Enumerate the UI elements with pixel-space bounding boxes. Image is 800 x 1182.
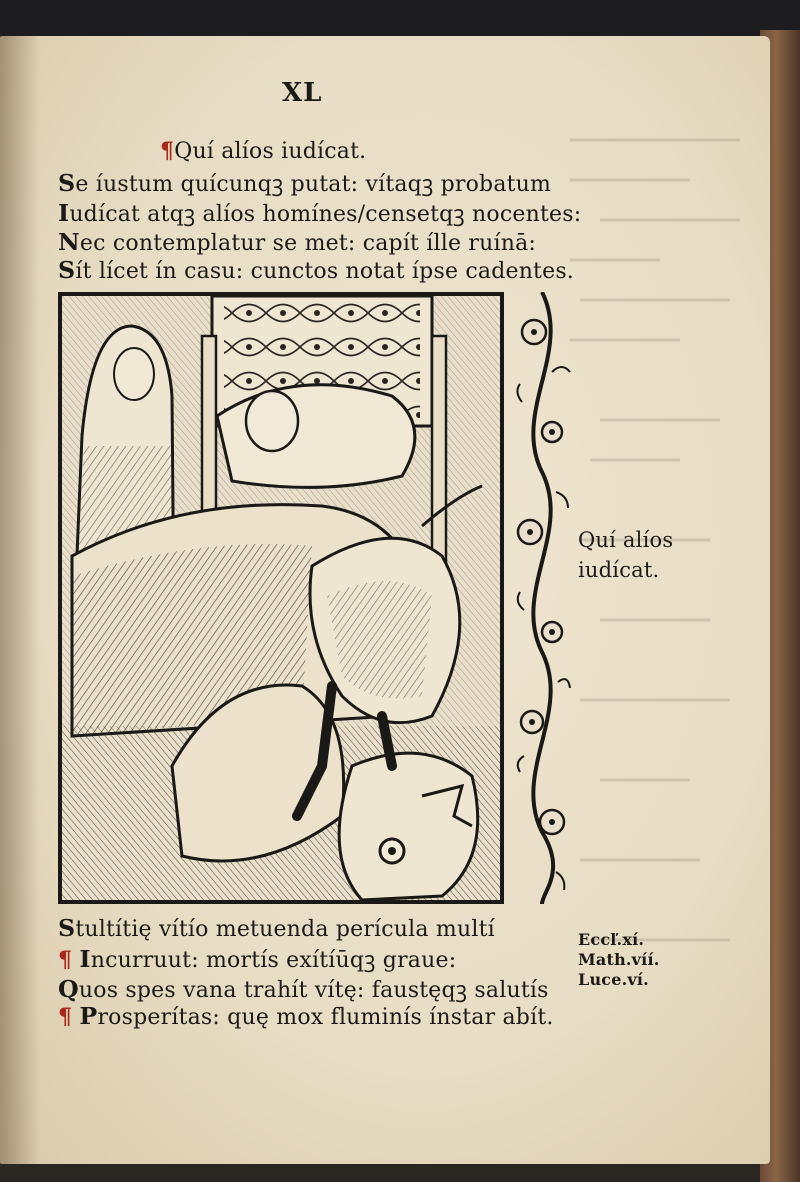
- rubric-pilcrow-icon: ¶: [160, 138, 175, 164]
- rubric-pilcrow-icon: ¶: [58, 1004, 73, 1030]
- margin-reference: Math.víí.: [578, 950, 660, 969]
- illustration-caption-line-2: iudícat.: [578, 558, 660, 582]
- verse-top-line: Nec contemplatur se met: capít ílle ruínā:: [58, 228, 537, 256]
- verse-bottom-line: ¶ Incurruut: mortís exítíūqꝫ graue:: [58, 945, 457, 973]
- woodcut-drawing: [62, 296, 500, 900]
- verse-bottom-line: Stultítię vítío metuenda perícula multí: [58, 914, 495, 942]
- folio-number: XL: [282, 78, 323, 108]
- illustration-caption-line-1: Quí alíos: [578, 528, 674, 552]
- verse-top-line: Se íustum quícunqꝫ putat: vítaqꝫ probatum: [58, 169, 552, 197]
- page-gutter-shadow: [0, 36, 40, 1164]
- verse-bottom-line: ¶ Prosperítas: quę mox fluminís ínstar abít.: [58, 1002, 554, 1030]
- margin-reference: Eccľ.xí.: [578, 930, 645, 949]
- rubric-pilcrow-icon: ¶: [58, 947, 73, 973]
- margin-reference: Luce.ví.: [578, 970, 649, 989]
- woodcut-illustration: [58, 292, 504, 904]
- verse-top-line: Iudícat atqꝫ alíos homínes/censetqꝫ nocentes:: [58, 199, 582, 227]
- chapter-heading: [160, 138, 366, 164]
- verse-bottom-line: Quos spes vana trahít vítę: faustęqꝫ salutís: [58, 975, 549, 1003]
- verse-top-line: Sít lícet ín casu: cunctos notat ípse cadentes.: [58, 256, 575, 284]
- floral-border-ornament: [512, 292, 572, 904]
- chapter-heading-text: Quí alíos iudícat.: [174, 139, 367, 164]
